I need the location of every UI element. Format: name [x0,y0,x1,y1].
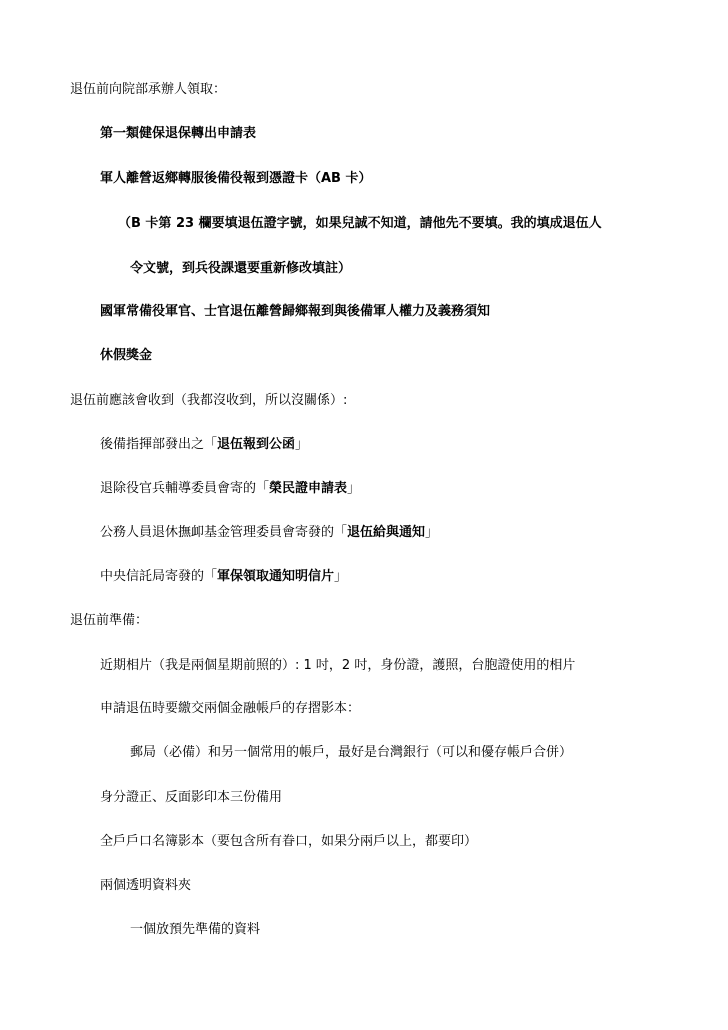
list-item [100,436,308,454]
list-item: 身分證正、反面影印本三份備用 [100,790,283,805]
list-item-suffix: 」 [295,437,309,452]
list-item-note: （B 卡第 23 欄要填退伍證字號，如果兒誠不知道，請他先不要填。我的填成退伍人 [118,216,602,231]
list-item [100,480,360,498]
list-item [100,568,347,586]
list-item-suffix: 」 [347,481,361,496]
list-item-prefix: 中央信託局寄發的「 [100,569,218,584]
list-item-emphasis: 退伍給與通知 [347,525,426,540]
list-item-suffix: 」 [425,525,439,540]
section-heading-prepare: 退伍前準備： [70,613,149,628]
list-item: 全戶戶口名簿影本（要包含所有眷口，如果分兩戶以上，都要印） [100,834,478,849]
list-item-emphasis: 榮民證申請表 [269,481,348,496]
list-subitem: 一個放預先準備的資料 [130,922,261,937]
list-subitem: 郵局（必備）和另一個常用的帳戶，最好是台灣銀行（可以和優存帳戶合併） [130,745,573,760]
list-item-prefix: 公務人員退休撫卹基金管理委員會寄發的「 [100,525,348,540]
list-item: 近期相片（我是兩個星期前照的）: 1 吋，2 吋，身份證，護照，台胞證使用的相片 [100,658,576,673]
list-item: 兩個透明資料夾 [100,878,192,893]
list-item-suffix: 」 [334,569,348,584]
list-item: 申請退伍時要繳交兩個金融帳戶的存摺影本： [100,701,361,716]
list-item-prefix: 退除役官兵輔導委員會寄的「 [100,481,270,496]
section-heading-expected: 退伍前應該會收到（我都沒收到，所以沒關係）: [70,393,348,408]
list-item-emphasis: 退伍報到公函 [217,437,296,452]
list-item [100,524,438,542]
section-heading-receive: 退伍前向院部承辦人領取： [70,82,227,97]
list-item: 第一類健保退保轉出申請表 [100,126,257,141]
list-item: 休假獎金 [100,348,153,363]
list-item-note-continued: 令文號，到兵役課還要重新修改填註） [130,261,352,276]
list-item-prefix: 後備指揮部發出之「 [100,437,218,452]
list-item: 軍人離營返鄉轉服後備役報到憑證卡（AB 卡） [100,171,372,186]
list-item: 國軍常備役軍官、士官退伍離營歸鄉報到與後備軍人權力及義務須知 [100,304,491,319]
list-item-emphasis: 軍保領取通知明信片 [217,569,335,584]
